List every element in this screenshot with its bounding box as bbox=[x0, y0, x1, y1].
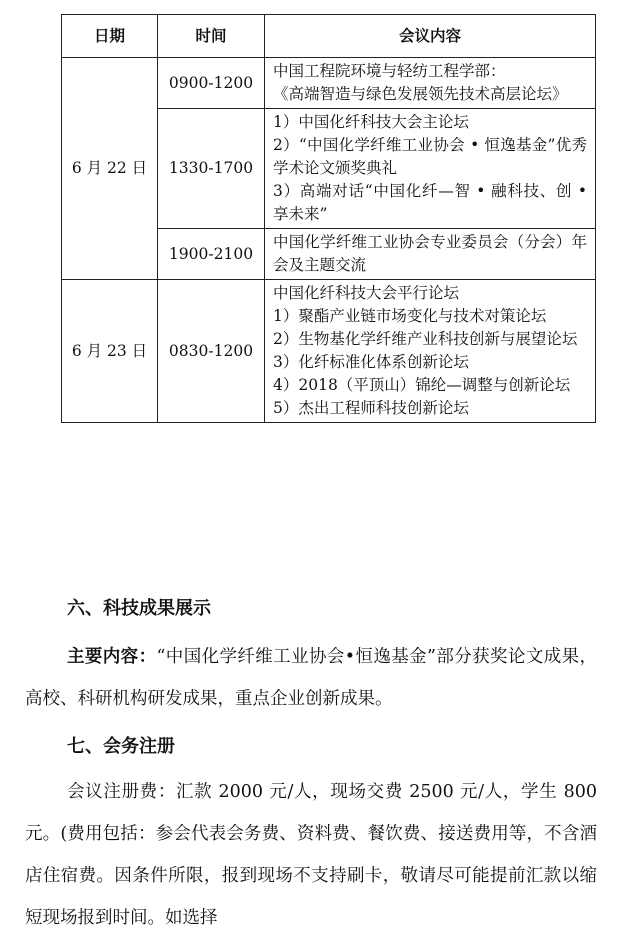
content-line: 1）中国化纤科技大会主论坛 bbox=[273, 113, 469, 131]
content-line: 5）杰出工程师科技创新论坛 bbox=[273, 399, 469, 417]
time-cell: 1330-1700 bbox=[158, 109, 265, 229]
time-cell: 0830-1200 bbox=[158, 280, 265, 423]
section-6-paragraph bbox=[25, 636, 597, 720]
section-6-title: 六、科技成果展示 bbox=[67, 598, 211, 619]
section-6-text: “中国化学纤维工业协会•恒逸基金”部分获奖论文成果，高校、科研机构研发成果，重点企业创新成果。 bbox=[25, 647, 598, 709]
date-cell: 6 月 22 日 bbox=[62, 58, 158, 280]
content-line: 《高端智造与绿色发展领先技术高层论坛》 bbox=[273, 85, 568, 103]
content-cell bbox=[265, 229, 596, 280]
table-row bbox=[62, 280, 596, 423]
content-cell bbox=[265, 109, 596, 229]
section-6-label: 主要内容： bbox=[67, 647, 157, 667]
content-cell bbox=[265, 280, 596, 423]
content-line: 中国化学纤维工业协会专业委员会（分会）年会及主题交流 bbox=[273, 233, 587, 274]
section-7-title: 七、会务注册 bbox=[67, 736, 175, 757]
header-date: 日期 bbox=[62, 15, 158, 58]
section-7-paragraph: 会议注册费：汇款 2000 元/人，现场交费 2500 元/人，学生 800 元。(费用包括：参会代表会务费、资料费、餐饮费、接送费用等，不含酒店住宿费。因条件所限，报到现场不支持刷卡，敬请尽可能提前汇款以缩短现场报到时间。如选择 bbox=[25, 782, 597, 928]
content-line: 中国化纤科技大会平行论坛 bbox=[273, 284, 460, 302]
header-content: 会议内容 bbox=[265, 15, 596, 58]
table-row bbox=[62, 58, 596, 109]
header-time: 时间 bbox=[158, 15, 265, 58]
time-cell: 1900-2100 bbox=[158, 229, 265, 280]
date-cell: 6 月 23 日 bbox=[62, 280, 158, 423]
content-line: 中国工程院环境与轻纺工程学部： bbox=[273, 62, 506, 80]
content-line: 3）化纤标准化体系创新论坛 bbox=[273, 353, 469, 371]
content-line: 4）2018（平顶山）锦纶—调整与创新论坛 bbox=[273, 376, 571, 394]
time-cell: 0900-1200 bbox=[158, 58, 265, 109]
content-line: 3）高端对话“中国化纤—智 • 融科技、创 • 享未来” bbox=[273, 182, 587, 223]
content-line: 2）生物基化学纤维产业科技创新与展望论坛 bbox=[273, 330, 578, 348]
table-header-row bbox=[62, 15, 596, 58]
schedule-table bbox=[61, 14, 596, 423]
content-line: 1）聚酯产业链市场变化与技术对策论坛 bbox=[273, 307, 547, 325]
content-cell bbox=[265, 58, 596, 109]
content-line: 2）“中国化学纤维工业协会 • 恒逸基金”优秀学术论文颁奖典礼 bbox=[273, 136, 587, 177]
